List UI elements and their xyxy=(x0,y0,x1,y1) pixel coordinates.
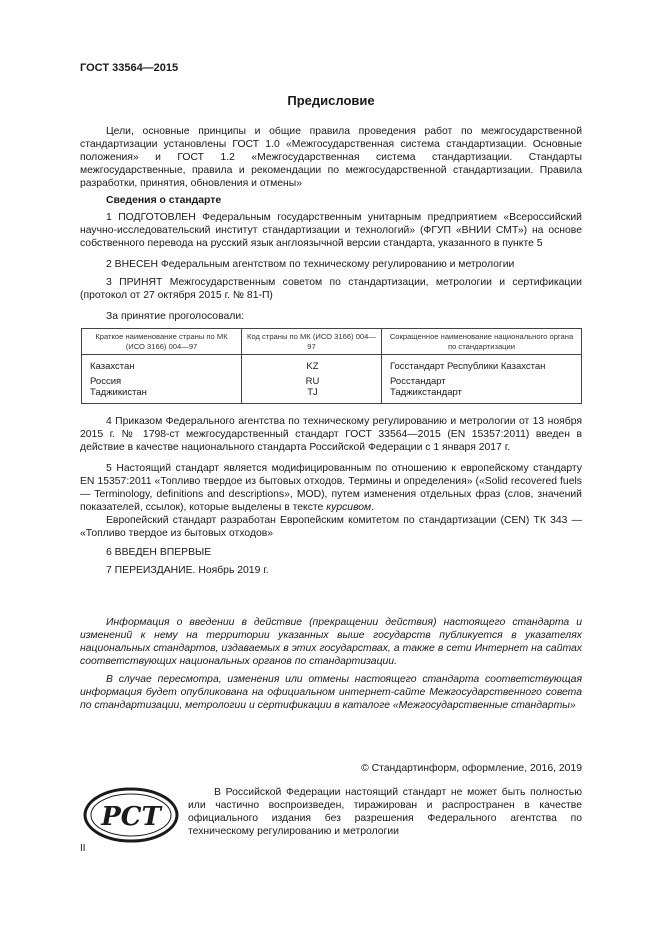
table-cell-country: Таджикистан xyxy=(82,387,242,403)
table-cell-code: RU xyxy=(242,376,382,388)
page-title: Предисловие xyxy=(287,93,375,108)
item-5-european-standard: Европейский стандарт разработан Европейским комитетом по стандартизации (CEN) ТК 343 — «Топливо твердое из бытовых отходов» xyxy=(80,515,582,539)
voting-table-header-country: Краткое наименование страны по МК (ИСО 3166) 004—97 xyxy=(82,329,242,355)
voting-table-header-code: Код страны по МК (ИСО 3166) 004—97 xyxy=(242,329,382,355)
rst-logo-icon xyxy=(82,786,180,844)
vote-intro: За принятие проголосовали: xyxy=(106,311,245,322)
table-row xyxy=(82,376,582,388)
item-1-prepared: 1 ПОДГОТОВЛЕН Федеральным государственным унитарным предприятием «Всероссийский научно-исследовательский институт стандартизации и технологий» (ФГУП «ВНИИ СМТ») на основе собственного перевода на русский язык англоязычной версии стандарта, указанного в пункте 5 xyxy=(80,212,582,249)
table-cell-body: Таджикстандарт xyxy=(382,387,582,403)
logo-letters: РСТ xyxy=(101,802,161,832)
item-5-italic-word: курсивом xyxy=(326,502,372,513)
document-code: ГОСТ 33564—2015 xyxy=(80,62,179,74)
voting-table-header-row xyxy=(82,329,582,355)
table-row xyxy=(82,387,582,403)
notice-paragraph-1: Информация о введении в действие (прекращении действия) настоящего стандарта и изменений к нему на территории указанных выше государств публикуется в указателях национальных стандартов, издаваемых в этих государствах, а также в сети Интернет на сайтах соответствующих национальных органов по стандартизации. xyxy=(80,617,582,667)
page-number: II xyxy=(80,843,86,854)
intro-paragraph: Цели, основные принципы и общие правила проведения работ по межгосударственной стандартизации установлены ГОСТ 1.0 «Межгосударственная система стандартизации. Основные положения» и ГОСТ 1.2 «Межгосударственная система стандартизации. Стандарты межгосударственные, правила и рекомендации по межгосударственной стандартизации. Правила разработки, принятия, обновления и отмены» xyxy=(80,126,582,189)
voting-table-wrapper xyxy=(81,328,582,404)
item-6-introduced: 6 ВВЕДЕН ВПЕРВЫЕ xyxy=(106,547,212,558)
table-cell-country: Казахстан xyxy=(82,355,242,376)
item-3-adopted: 3 ПРИНЯТ Межгосударственным советом по стандартизации, метрологии и сертификации (протокол от 27 октября 2015 г. № 81-П) xyxy=(80,277,582,301)
item-2-submitted: 2 ВНЕСЕН Федеральным агентством по техническому регулированию и метрологии xyxy=(106,259,515,270)
item-4-order: 4 Приказом Федерального агентства по техническому регулированию и метрологии от 13 ноября 2015 г. № 1798-ст межгосударственный стандарт ГОСТ 33564—2015 (EN 15357:2011) введен в действие в качестве национального стандарта Российской Федерации с 1 января 2017 г. xyxy=(80,416,582,453)
voting-table-header-body: Сокращенное наименование национального органа по стандартизации xyxy=(382,329,582,355)
item-5-end: . xyxy=(371,502,375,513)
item-7-reissue: 7 ПЕРЕИЗДАНИЕ. Ноябрь 2019 г. xyxy=(106,565,269,576)
table-cell-code: KZ xyxy=(242,355,382,376)
copyright: © Стандартинформ, оформление, 2016, 2019 xyxy=(361,763,582,774)
table-cell-body: Росстандарт xyxy=(382,376,582,388)
table-cell-body: Госстандарт Республики Казахстан xyxy=(382,355,582,376)
table-cell-country: Россия xyxy=(82,376,242,388)
table-cell-code: TJ xyxy=(242,387,382,403)
item-5-text: 5 Настоящий стандарт является модифицированным по отношению к европейскому стандарту EN 15357:2011 «Топливо твердое из бытовых отходов. Термины и определения» («Solid recovered fuels — Terminology, definitions and descriptions», MOD), путем изменения отдельных фраз (слов, значений показателей, ссылок), которые выделены в тексте xyxy=(80,463,582,513)
item-5-modification xyxy=(80,462,582,514)
rights-notice: В Российской Федерации настоящий стандарт не может быть полностью или частично воспроизведен, тиражирован и распространен в качестве официального издания без разрешения Федерального агентства по техническому регулированию и метрологии xyxy=(188,787,582,837)
table-row xyxy=(82,355,582,376)
standard-info-heading: Сведения о стандарте xyxy=(106,195,222,206)
notice-paragraph-2: В случае пересмотра, изменения или отмены настоящего стандарта соответствующая информация будет опубликована на официальном интернет-сайте Межгосударственного совета по стандартизации, метрологии и сертификации в каталоге «Межгосударственные стандарты» xyxy=(80,674,582,711)
voting-table xyxy=(81,328,582,404)
